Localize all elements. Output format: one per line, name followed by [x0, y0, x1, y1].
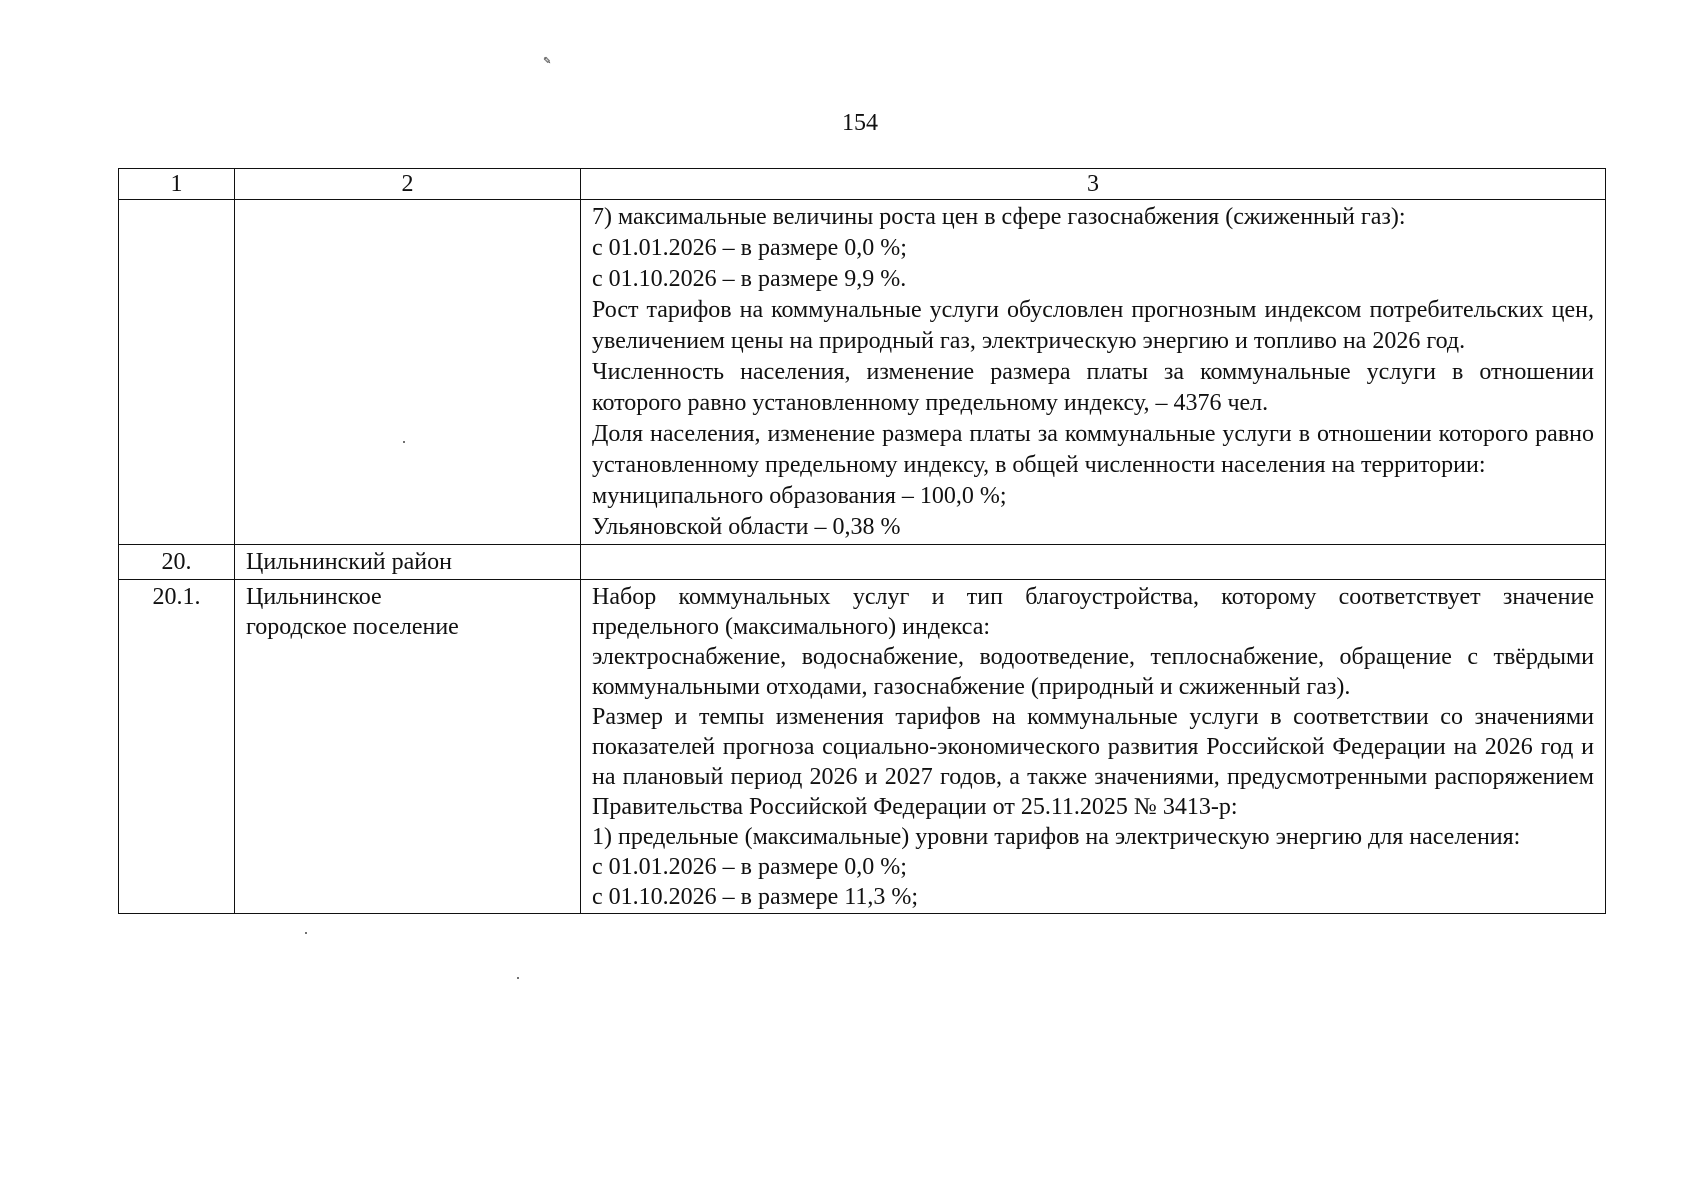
table-row-20-1 [119, 580, 1606, 914]
tariff-growth-paragraph: Рост тарифов на коммунальные услуги обусловлен прогнозным индексом потребительских цен, увеличением цены на природный газ, электрическую энергию и топливо на 2026 год. [592, 297, 1594, 354]
services-list: электроснабжение, водоснабжение, водоотведение, теплоснабжение, обращение с твёрдыми коммунальными отходами, газоснабжение (природный и сжиженный газ). [592, 644, 1594, 700]
scan-dot [305, 932, 307, 934]
settlement-description [581, 580, 1606, 914]
header-col-3: 3 [581, 169, 1606, 200]
tariff-table [118, 168, 1606, 914]
gas-heading: 7) максимальные величины роста цен в сфере газоснабжения (сжиженный газ): [592, 204, 1406, 230]
row-number: 20.1. [119, 580, 235, 914]
table-row-20 [119, 545, 1606, 580]
scan-dot [517, 977, 519, 979]
settlement-name-line-1: Цильнинское [246, 584, 382, 610]
population-share-paragraph: Доля населения, изменение размера платы за коммунальные услуги в отношении которого равно установленному предельному индексу, в общей численности населения на территории: [592, 421, 1594, 478]
services-intro: Набор коммунальных услуг и тип благоустройства, которому соответствует значение предельного (максимального) индекса: [592, 584, 1594, 640]
scan-mark: ✎ [543, 56, 552, 67]
row-number: 20. [119, 545, 235, 580]
settlement-name-line-2: городское поселение [246, 614, 459, 640]
table-row-continuation [119, 200, 1606, 545]
table-header-row [119, 169, 1606, 200]
district-description [581, 545, 1606, 580]
tariff-basis: Размер и темпы изменения тарифов на коммунальные услуги в соответствии со значениями показателей прогноза социально-экономического развития Российской Федерации на 2026 год и на плановый период 2026 и 2027 годов, а также значениями, предусмотренными распоряжением Правительства Российской Федерации от 25.11.2025 № 3413-р: [592, 704, 1594, 820]
district-name: Цильнинский район [235, 545, 581, 580]
cell-num-empty [119, 200, 235, 545]
page-number: 154 [842, 110, 878, 136]
share-region: Ульяновской области – 0,38 % [592, 514, 901, 540]
settlement-name [235, 580, 581, 914]
electric-line-1: с 01.01.2026 – в размере 0,0 %; [592, 854, 907, 880]
gas-line-2: с 01.10.2026 – в размере 9,9 %. [592, 266, 907, 292]
electric-limits: 1) предельные (максимальные) уровни тарифов на электрическую энергию для населения: [592, 824, 1521, 850]
header-col-1: 1 [119, 169, 235, 200]
electric-line-2: с 01.10.2026 – в размере 11,3 %; [592, 884, 919, 910]
cell-name-empty [235, 200, 581, 545]
header-col-2: 2 [235, 169, 581, 200]
population-count-paragraph: Численность населения, изменение размера платы за коммунальные услуги в отношении которого равно установленному предельному индексу, – 4376 чел. [592, 359, 1594, 416]
cell-continuation-text [581, 200, 1606, 545]
scan-dot [403, 441, 405, 443]
share-municipal: муниципального образования – 100,0 %; [592, 483, 1007, 509]
gas-line-1: с 01.01.2026 – в размере 0,0 %; [592, 235, 907, 261]
